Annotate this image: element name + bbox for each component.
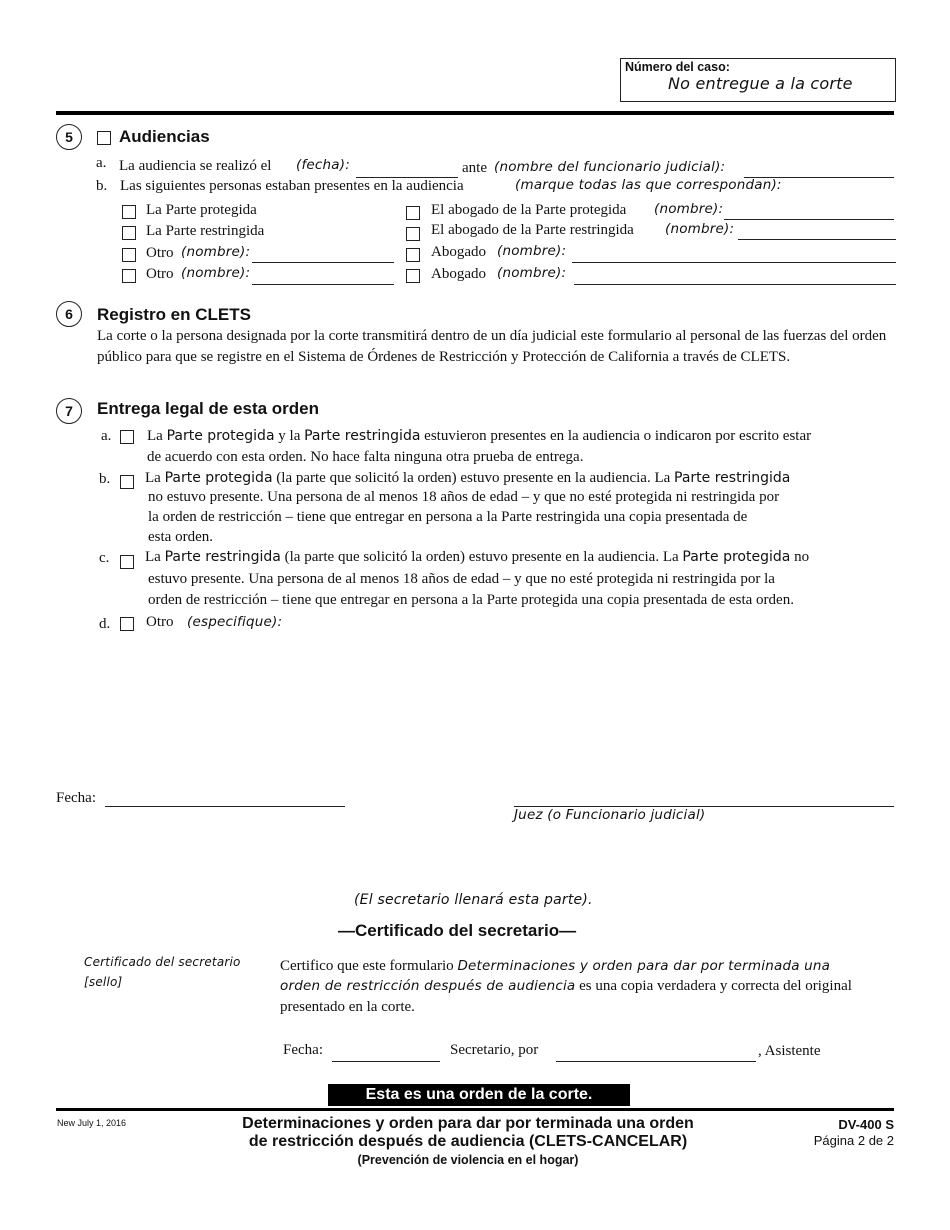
item-7b-restrained: Parte restringida [674,470,791,486]
section-5-title: Audiencias [119,127,210,146]
item-7c-line2: estuvo presente. Una persona de al menos 18 años de edad – y que no esté protegida ni restringida por la [148,571,775,587]
checkbox-attorney-1[interactable] [406,248,420,262]
section-6-title: Registro en CLETS [97,305,251,324]
footer-title-line1: Determinaciones y orden para dar por terminada una orden [242,1115,694,1132]
judge-label: Juez (o Funcionario judicial) [514,807,706,823]
item-7c-mid: (la parte que solicitó la orden) estuvo presente en la audiencia. La [284,549,679,565]
label-attorney-1: Abogado [431,244,486,260]
item-5a-letter: a. [96,155,107,171]
clerk-seal-line1: Certificado del secretario [84,955,241,969]
clerk-secretario-label: Secretario, por [450,1042,539,1058]
item-7a-letter: a. [101,428,112,444]
clerk-cert-start: Certifico que este formulario [280,958,454,974]
item-5a-ante: ante [462,160,487,176]
item-7b-mid: (la parte que solicitó la orden) estuvo presente en la audiencia. La [276,470,671,486]
checkbox-other-2[interactable] [122,269,136,283]
item-5b-italic: (marque todas las que correspondan): [515,177,782,193]
label-restrained-party: La Parte restringida [146,223,265,239]
section-6-text: La corte o la persona designada por la corte transmitirá dentro de un día judicial este formulario al personal de las fuerzas del orden público para que se registre en el Sistema de Órdenes de Restricción y Protección de California a través de CLETS. [97,328,887,365]
label-attorney-1-name: (nombre): [497,243,567,259]
item-7b-line1 [145,470,790,487]
checkbox-7c[interactable] [120,555,134,569]
footer-title-line2: de restricción después de audiencia (CLETS-CANCELAR) [248,1133,688,1150]
item-7a-line2: de acuerdo con esta orden. No hace falta ninguna otra prueba de entrega. [147,449,584,465]
section-7-number: 7 [56,398,82,424]
signature-date-field[interactable] [105,806,345,807]
checkbox-7a[interactable] [120,430,134,444]
item-7b-protected: Parte protegida [164,470,273,486]
label-attorney-2-name: (nombre): [497,265,567,281]
item-7d-italic: (especifique): [187,614,283,630]
clerk-fecha-label: Fecha: [283,1042,323,1058]
item-7a-rest: estuvieron presentes en la audiencia o indicaron por escrito estar [424,428,812,444]
item-7c-line1 [145,549,809,566]
clerk-certificate-title: —Certificado del secretario— [338,921,577,940]
checkbox-7d[interactable] [120,617,134,631]
item-7a-restrained: Parte restringida [304,428,421,444]
label-protected-attorney: El abogado de la Parte protegida [431,202,627,218]
clerk-cert-rest: es una copia verdadera y correcta del original [579,978,852,994]
clerk-cert-italic2: orden de restricción después de audiencia [280,978,576,994]
case-number-value: No entregue a la corte [668,74,853,93]
checkbox-restrained-attorney[interactable] [406,227,420,241]
protected-attorney-name-field[interactable] [724,219,894,220]
checkbox-restrained-party[interactable] [122,226,136,240]
item-7a-la: La [147,428,163,444]
section-5-number: 5 [56,124,82,150]
clerk-cert-line3: presentado en la corte. [280,999,415,1015]
section-7-title: Entrega legal de esta orden [97,399,320,418]
item-7a-line1 [147,428,811,445]
footer-rule [56,1108,894,1111]
item-7c-protected: Parte protegida [682,549,791,565]
item-7b-line3: la orden de restricción – tiene que entregar en persona a la Parte restringida una copia presentada de [148,509,748,525]
clerk-asistente-label: , Asistente [758,1043,821,1059]
item-5a-officer-label: (nombre del funcionario judicial): [494,159,726,175]
checkbox-7b[interactable] [120,475,134,489]
revision-date: New July 1, 2016 [57,1118,127,1128]
other-specify-field[interactable] [187,640,887,780]
item-7d-letter: d. [99,616,111,632]
clerk-signature-field[interactable] [556,1061,756,1062]
item-7b-letter: b. [99,471,111,487]
page-number: Página 2 de 2 [813,1133,894,1148]
other-2-name-field[interactable] [252,284,394,285]
case-number-label: Número del caso: [625,60,730,74]
clerk-cert-line2 [280,978,852,995]
clerk-cert-line1 [280,958,830,975]
attorney-1-name-field[interactable] [572,262,896,263]
item-7b-la: La [145,470,161,486]
checkbox-other-1[interactable] [122,248,136,262]
label-restrained-attorney-name: (nombre): [665,221,735,237]
clerk-cert-italic1: Determinaciones y orden para dar por terminada una [457,958,831,974]
label-other-2-name: (nombre): [181,265,251,281]
item-7a-protected: Parte protegida [166,428,275,444]
item-5a-text: La audiencia se realizó el [119,158,272,174]
item-7b-line2: no estuvo presente. Una persona de al menos 18 años de edad – y que no esté protegida ni restringida por [148,489,780,505]
label-protected-attorney-name: (nombre): [654,201,724,217]
label-other-2: Otro [146,266,174,282]
item-7c-restrained: Parte restringida [164,549,281,565]
item-5b-text: Las siguientes personas estaban presentes en la audiencia [120,178,464,194]
clerk-note: (El secretario llenará esta parte). [354,892,593,908]
item-7b-line4: esta orden. [148,529,213,545]
label-other-1-name: (nombre): [181,244,251,260]
checkbox-attorney-2[interactable] [406,269,420,283]
other-1-name-field[interactable] [252,262,394,263]
label-restrained-attorney: El abogado de la Parte restringida [431,222,634,238]
attorney-2-name-field[interactable] [574,284,896,285]
item-5b-letter: b. [96,178,108,194]
label-attorney-2: Abogado [431,266,486,282]
item-7c-letter: c. [99,550,110,566]
item-7c-la: La [145,549,161,565]
form-id: DV-400 S [838,1117,894,1132]
checkbox-protected-party[interactable] [122,205,136,219]
section-5-checkbox[interactable] [97,131,111,145]
clerk-date-field[interactable] [332,1061,440,1062]
item-7d-text: Otro [146,614,174,630]
checkbox-protected-attorney[interactable] [406,206,420,220]
clerk-seal-line2: [sello] [84,975,123,989]
item-5a-fecha-label: (fecha): [296,157,350,173]
label-other-1: Otro [146,245,174,261]
court-order-banner: Esta es una orden de la corte. [328,1084,630,1106]
item-7c-line3: orden de restricción – tiene que entregar en persona a la Parte protegida una copia presentada de esta orden. [148,592,794,608]
item-7a-y: y la [278,428,301,444]
restrained-attorney-name-field[interactable] [738,239,896,240]
footer-subtitle: (Prevención de violencia en el hogar) [357,1153,579,1167]
item-7c-no: no [794,549,810,565]
top-rule [56,111,894,115]
label-protected-party: La Parte protegida [146,202,257,218]
section-6-number: 6 [56,301,82,327]
signature-fecha-label: Fecha: [56,790,96,806]
